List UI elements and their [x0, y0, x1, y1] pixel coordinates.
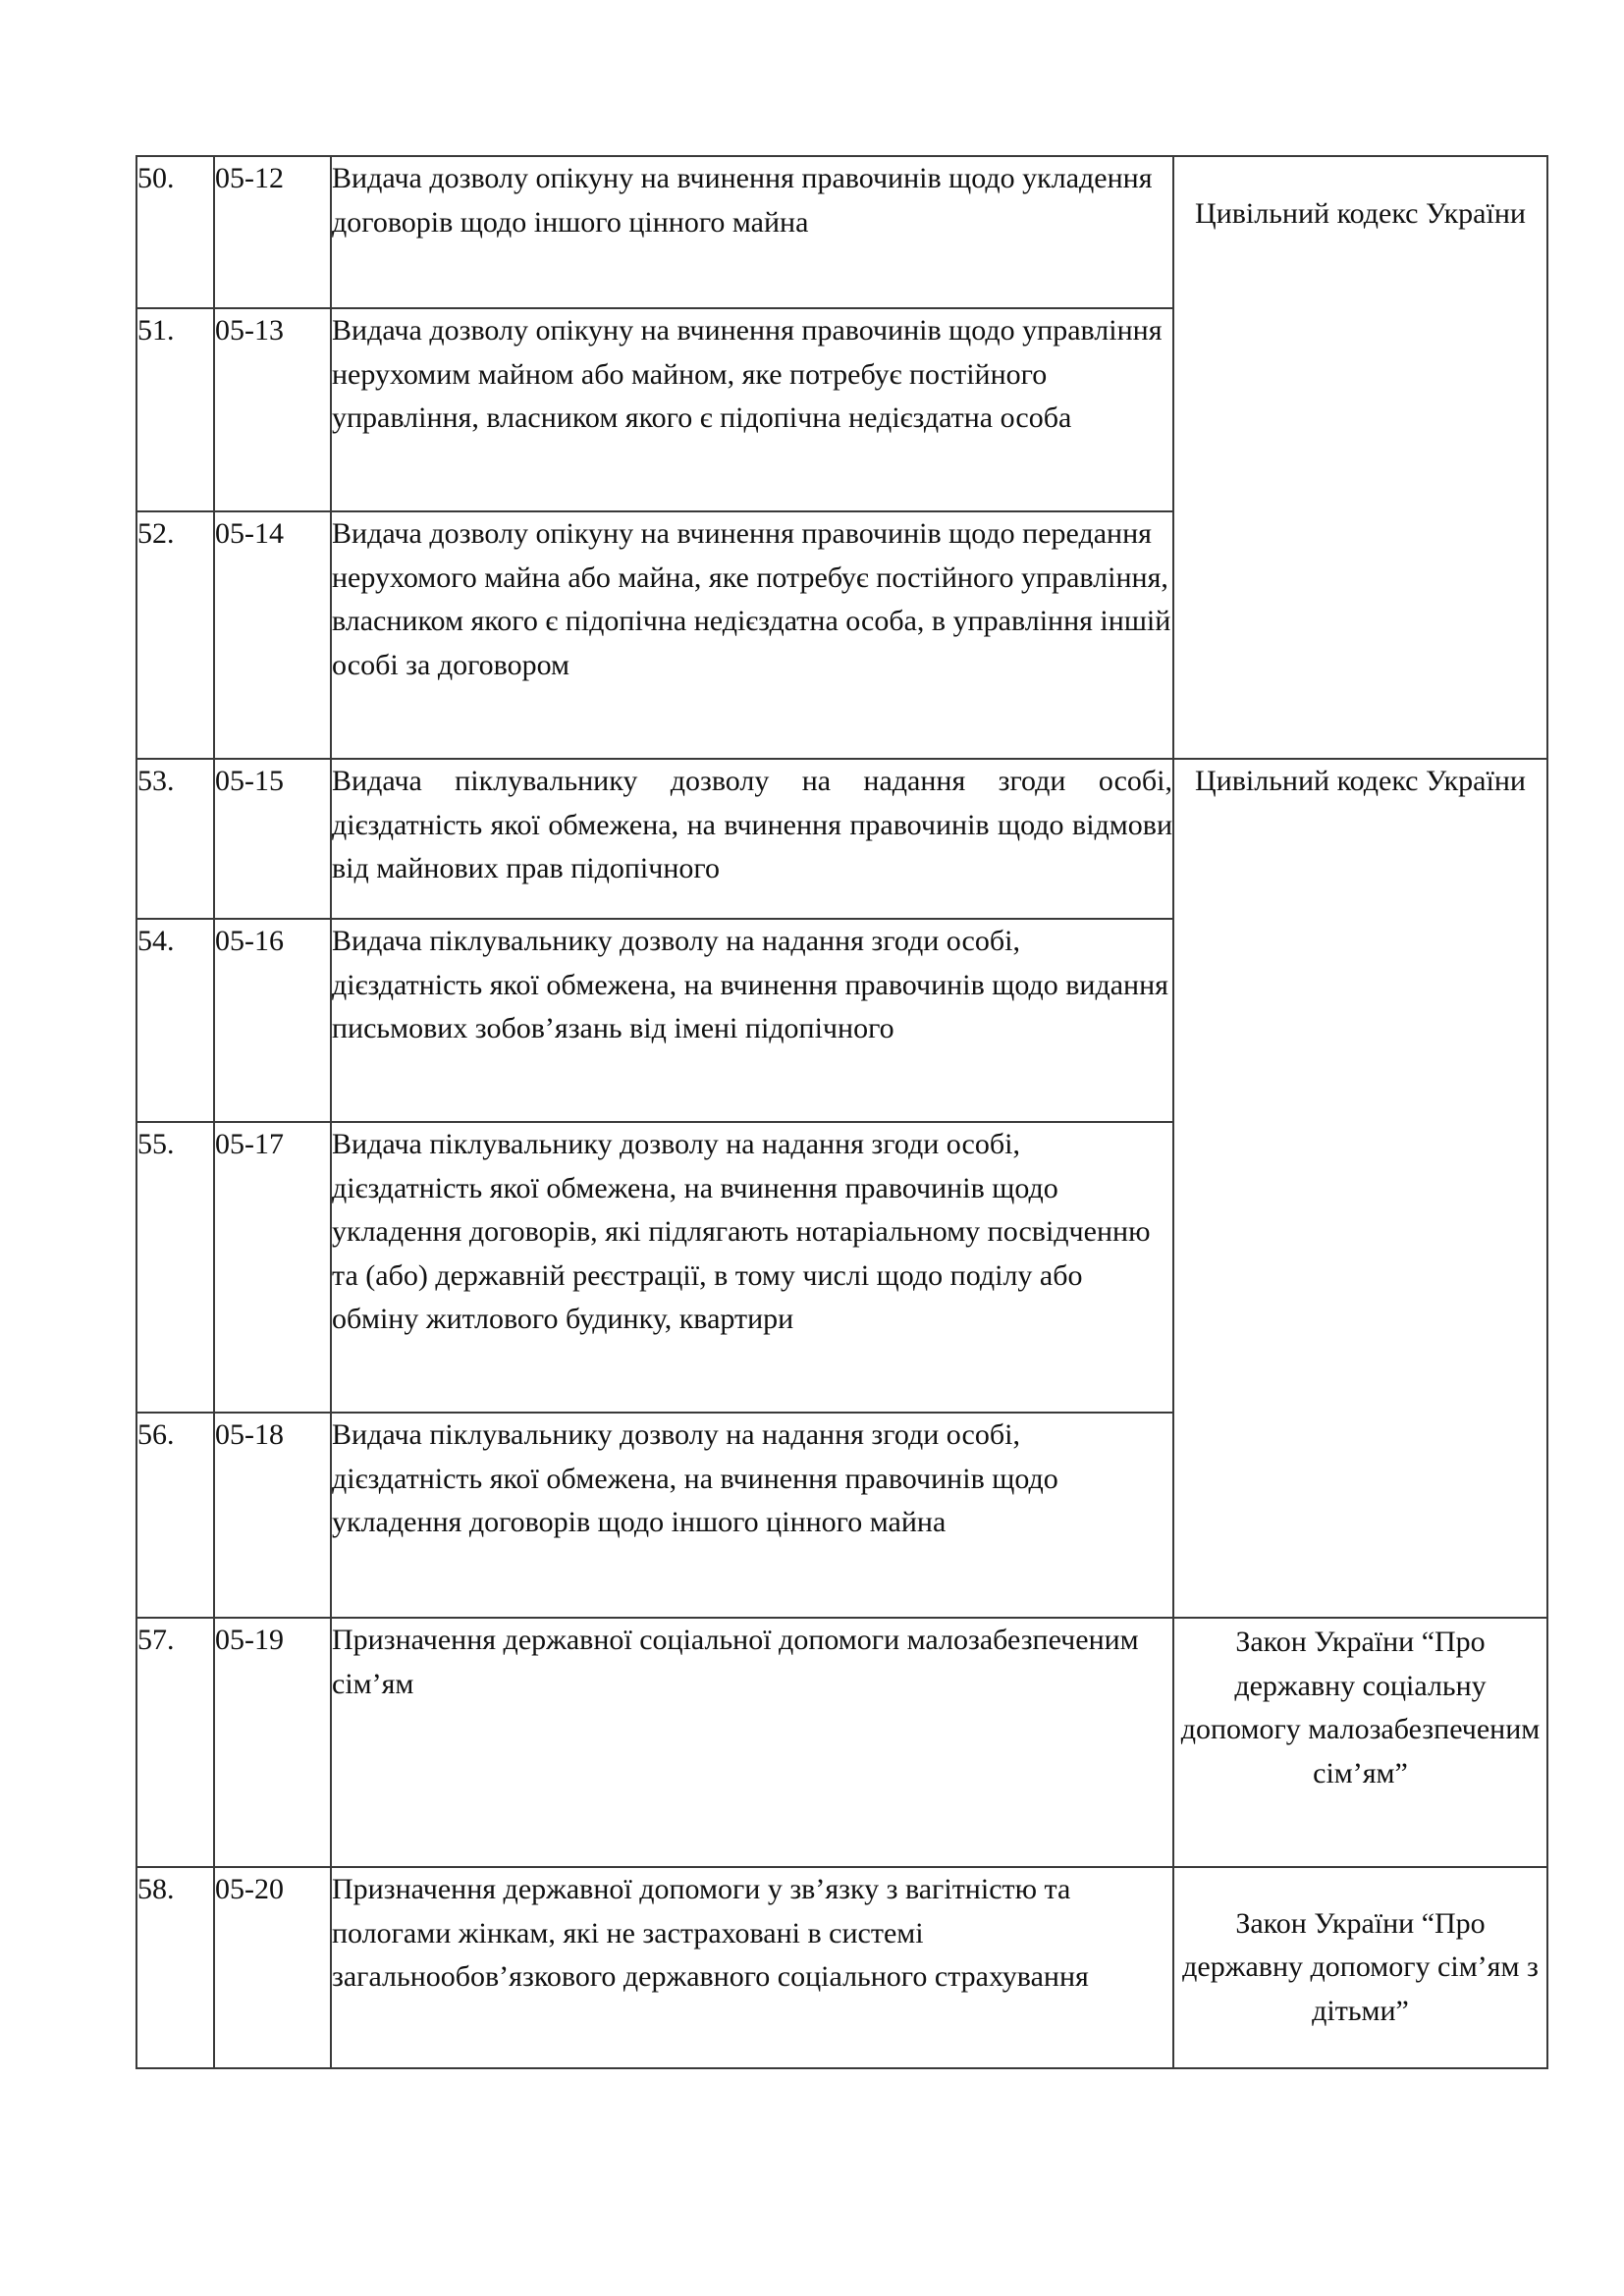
row-number: 51. [136, 308, 214, 511]
row-number: 58. [136, 1867, 214, 2068]
row-number: 55. [136, 1122, 214, 1413]
service-description: Видача піклувальнику дозволу на надання згоди особі, дієздатність якої обмежена, на вчинення правочинів щодо укладення договорів щодо іншого цінного майна [331, 1413, 1173, 1618]
row-number: 52. [136, 511, 214, 759]
service-code: 05-12 [214, 156, 331, 308]
service-description: Видача піклувальнику дозволу на надання згоди особі, дієздатність якої обмежена, на вчинення правочинів щодо відмови від майнових прав підопічного [331, 759, 1173, 919]
legal-basis-cell: Закон України “Про державну соціальну допомогу малозабезпеченим сім’ям” [1173, 1618, 1547, 1867]
service-code: 05-14 [214, 511, 331, 759]
legal-basis-cell: Цивільний кодекс України [1173, 759, 1547, 1618]
service-description: Видача піклувальнику дозволу на надання згоди особі, дієздатність якої обмежена, на вчинення правочинів щодо укладення договорів, які підлягають нотаріальному посвідченню та (або) державній реєстрації, в тому числі щодо поділу або обміну житлового будинку, квартири [331, 1122, 1173, 1413]
service-description: Видача дозволу опікуну на вчинення правочинів щодо управління нерухомим майном або майном, яке потребує постійного управління, власником якого є підопічна недієздатна особа [331, 308, 1173, 511]
row-number: 57. [136, 1618, 214, 1867]
legal-basis-cell: Цивільний кодекс України [1173, 156, 1547, 759]
service-code: 05-19 [214, 1618, 331, 1867]
service-code: 05-20 [214, 1867, 331, 2068]
service-code: 05-18 [214, 1413, 331, 1618]
service-description: Видача дозволу опікуну на вчинення правочинів щодо передання нерухомого майна або майна, яке потребує постійного управління, власником якого є підопічна недієздатна особа, в управління іншій особі за договором [331, 511, 1173, 759]
service-code: 05-13 [214, 308, 331, 511]
table-row [136, 156, 1547, 308]
table-row [136, 1867, 1547, 2068]
legal-basis-cell: Закон України “Про державну допомогу сім’ям з дітьми” [1173, 1867, 1547, 2068]
service-description: Видача дозволу опікуну на вчинення правочинів щодо укладення договорів щодо іншого цінного майна [331, 156, 1173, 308]
service-code: 05-15 [214, 759, 331, 919]
row-number: 54. [136, 919, 214, 1122]
services-table [135, 155, 1548, 2069]
row-number: 53. [136, 759, 214, 919]
table-row [136, 1618, 1547, 1867]
table-row [136, 759, 1547, 919]
service-description: Призначення державної соціальної допомоги малозабезпеченим сім’ям [331, 1618, 1173, 1867]
service-code: 05-17 [214, 1122, 331, 1413]
row-number: 56. [136, 1413, 214, 1618]
service-description: Призначення державної допомоги у зв’язку з вагітністю та пологами жінкам, які не застраховані в системі загальнообов’язкового державного соціального страхування [331, 1867, 1173, 2068]
row-number: 50. [136, 156, 214, 308]
service-description: Видача піклувальнику дозволу на надання згоди особі, дієздатність якої обмежена, на вчинення правочинів щодо видання письмових зобов’язань від імені підопічного [331, 919, 1173, 1122]
service-code: 05-16 [214, 919, 331, 1122]
